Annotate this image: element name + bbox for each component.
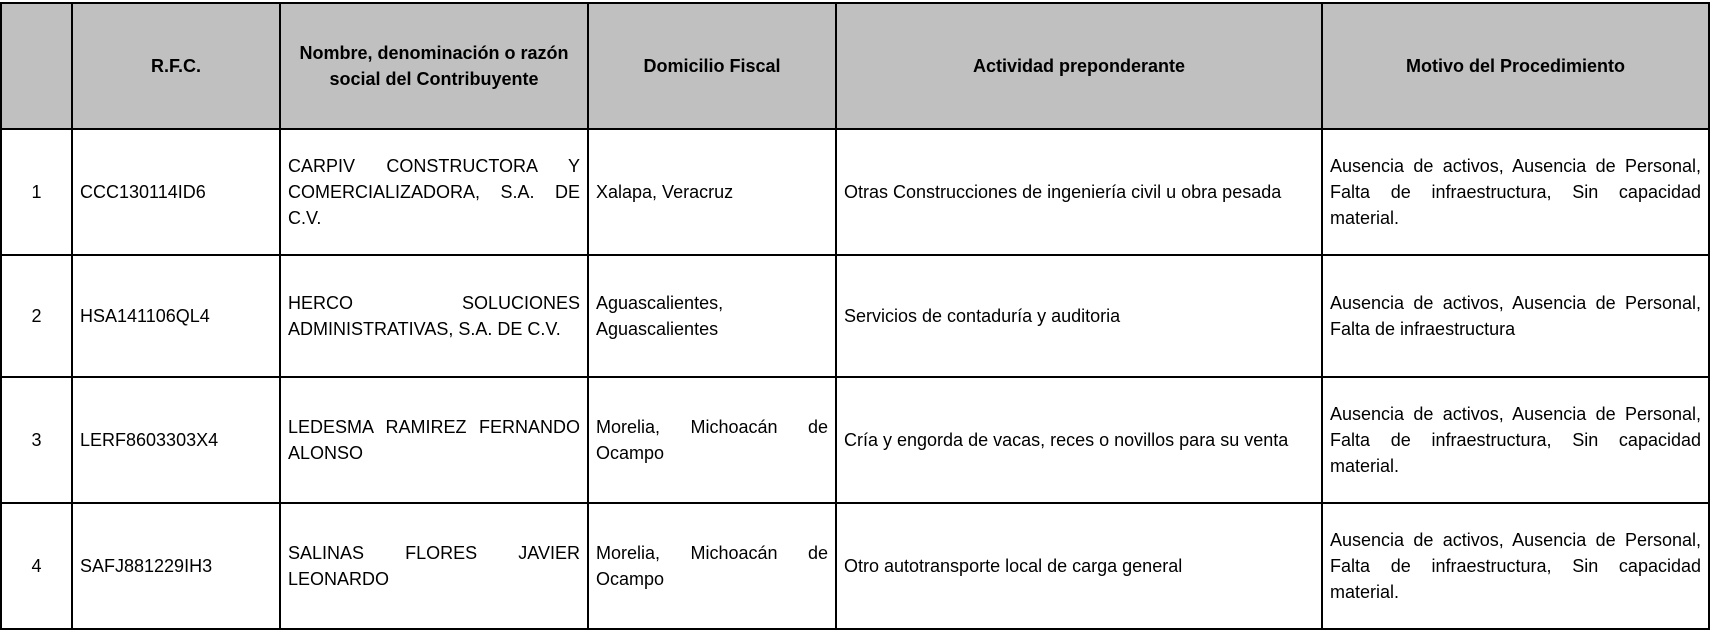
cell-domicilio: Aguascalientes, Aguascalientes bbox=[588, 255, 836, 377]
cell-domicilio: Morelia, Michoacán de Ocampo bbox=[588, 377, 836, 503]
cell-num: 3 bbox=[1, 377, 72, 503]
cell-rfc: HSA141106QL4 bbox=[72, 255, 280, 377]
header-num bbox=[1, 3, 72, 129]
cell-rfc: LERF8603303X4 bbox=[72, 377, 280, 503]
header-nombre: Nombre, denominación o razón social del Contribuyente bbox=[280, 3, 588, 129]
cell-domicilio: Xalapa, Veracruz bbox=[588, 129, 836, 255]
contribuyentes-table bbox=[0, 2, 1710, 630]
table-header bbox=[1, 3, 1709, 129]
header-actividad: Actividad preponderante bbox=[836, 3, 1322, 129]
cell-nombre: SALINAS FLORES JAVIER LEONARDO bbox=[280, 503, 588, 629]
cell-actividad: Servicios de contaduría y auditoria bbox=[836, 255, 1322, 377]
header-row bbox=[1, 3, 1709, 129]
cell-num: 2 bbox=[1, 255, 72, 377]
cell-nombre: HERCO SOLUCIONES ADMINISTRATIVAS, S.A. DE C.V. bbox=[280, 255, 588, 377]
table-row bbox=[1, 377, 1709, 503]
header-motivo: Motivo del Procedimiento bbox=[1322, 3, 1709, 129]
cell-motivo: Ausencia de activos, Ausencia de Personal, Falta de infraestructura, Sin capacidad material. bbox=[1322, 377, 1709, 503]
cell-domicilio: Morelia, Michoacán de Ocampo bbox=[588, 503, 836, 629]
header-domicilio: Domicilio Fiscal bbox=[588, 3, 836, 129]
cell-num: 4 bbox=[1, 503, 72, 629]
table-body bbox=[1, 129, 1709, 629]
cell-num: 1 bbox=[1, 129, 72, 255]
document-page bbox=[0, 2, 1710, 630]
cell-nombre: CARPIV CONSTRUCTORA Y COMERCIALIZADORA, S.A. DE C.V. bbox=[280, 129, 588, 255]
cell-actividad: Otras Construcciones de ingeniería civil u obra pesada bbox=[836, 129, 1322, 255]
cell-motivo: Ausencia de activos, Ausencia de Personal, Falta de infraestructura, Sin capacidad material. bbox=[1322, 129, 1709, 255]
cell-motivo: Ausencia de activos, Ausencia de Personal, Falta de infraestructura bbox=[1322, 255, 1709, 377]
cell-rfc: SAFJ881229IH3 bbox=[72, 503, 280, 629]
header-rfc: R.F.C. bbox=[72, 3, 280, 129]
table-row bbox=[1, 129, 1709, 255]
cell-actividad: Cría y engorda de vacas, reces o novillos para su venta bbox=[836, 377, 1322, 503]
cell-nombre: LEDESMA RAMIREZ FERNANDO ALONSO bbox=[280, 377, 588, 503]
table-row bbox=[1, 503, 1709, 629]
cell-motivo: Ausencia de activos, Ausencia de Personal, Falta de infraestructura, Sin capacidad material. bbox=[1322, 503, 1709, 629]
table-row bbox=[1, 255, 1709, 377]
cell-rfc: CCC130114ID6 bbox=[72, 129, 280, 255]
cell-actividad: Otro autotransporte local de carga general bbox=[836, 503, 1322, 629]
